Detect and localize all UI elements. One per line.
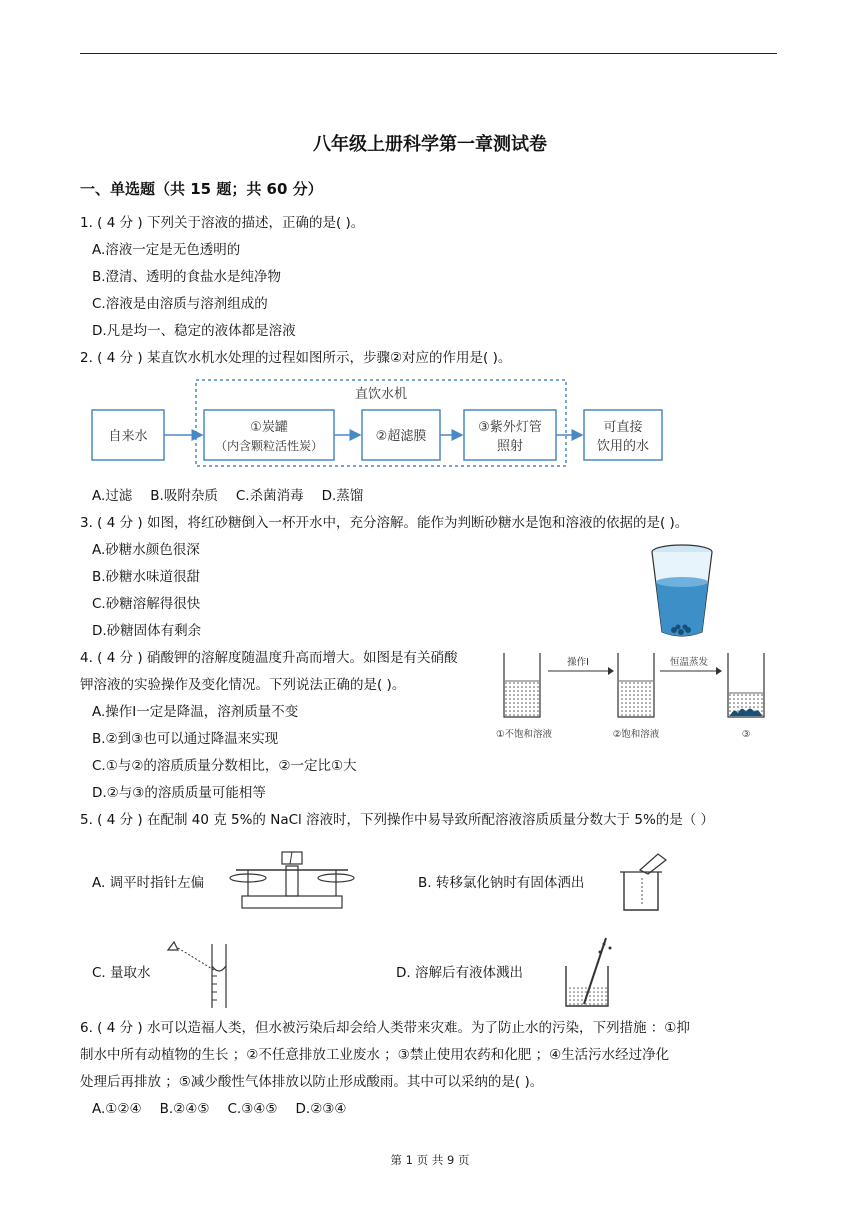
diagram-box-membrane-text: ②超滤膜 (375, 429, 427, 444)
question-5-stem: 5. ( 4 分 ) 在配制 40 克 5%的 NaCl 溶液时，下列操作中易导致所配溶液溶质质量分数大于 5%的是（ ） (80, 812, 715, 828)
question-2-option-d[interactable]: D.蒸馏 (321, 488, 364, 504)
question-2-option-c[interactable]: C.杀菌消毒 (235, 488, 304, 504)
question-4-option-b[interactable]: B.②到③也可以通过降温来实现 (92, 731, 279, 747)
header-rule (80, 53, 777, 54)
question-5-option-b[interactable]: B. 转移氯化钠时有固体洒出 (418, 875, 585, 891)
diagram-box-output-text-2: 饮用的水 (596, 439, 650, 454)
question-5-option-d[interactable]: D. 溶解后有液体溅出 (396, 965, 523, 981)
question-4-stem-line-1: 4. ( 4 分 ) 硝酸钾的溶解度随温度升高而增大。如图是有关硝酸 (80, 650, 458, 666)
diagram-beaker-2-label: ②饱和溶液 (612, 729, 660, 740)
question-6-line-1: 6. ( 4 分 ) 水可以造福人类，但水被污染后却会给人类带来灾难。为了防止水的污染，下列措施 ：①抑 (80, 1020, 690, 1036)
question-2-options (92, 486, 381, 506)
question-6-line-2: 制水中所有动植物的生长 ；②不任意排放工业废水 ；③禁止使用农药和化肥 ；④生活污水经过净化 (80, 1047, 670, 1063)
diagram-box-output-text-1: 可直接 (603, 420, 643, 435)
diagram-box-uv-text-1: ③紫外灯管 (478, 420, 542, 435)
beaker-stir-illustration (560, 934, 620, 1010)
question-4-option-d[interactable]: D.②与③的溶质质量可能相等 (92, 785, 266, 801)
question-4-option-a[interactable]: A.操作Ⅰ一定是降温，溶剂质量不变 (92, 704, 299, 720)
question-1-option-b[interactable]: B.澄清、透明的食盐水是纯净物 (92, 269, 282, 285)
question-4-option-c[interactable]: C.①与②的溶质质量分数相比，②一定比①大 (92, 758, 357, 774)
water-machine-diagram (88, 376, 670, 470)
question-1-stem: 1. ( 4 分 ) 下列关于溶液的描述，正确的是( )。 (80, 215, 365, 231)
diagram-beaker-1-label: ①不饱和溶液 (496, 729, 553, 740)
diagram-beaker-3-label: ③ (741, 729, 751, 740)
question-3-option-b[interactable]: B.砂糖水味道很甜 (92, 569, 201, 585)
question-3-option-c[interactable]: C.砂糖溶解得很快 (92, 596, 201, 612)
question-6-option-b[interactable]: B.②④⑤ (159, 1101, 210, 1117)
question-2-option-b[interactable]: B.吸附杂质 (150, 488, 218, 504)
section-heading: 一、单选题（共 15 题；共 60 分） (80, 180, 323, 198)
potassium-nitrate-diagram (496, 645, 772, 745)
question-2-option-a[interactable]: A.过滤 (92, 488, 133, 504)
question-2-stem: 2. ( 4 分 ) 某直饮水机水处理的过程如图所示，步骤②对应的作用是( )。 (80, 350, 512, 366)
question-5-option-a[interactable]: A. 调平时指针左偏 (92, 875, 205, 891)
diagram-frame-label: 直饮水机 (354, 387, 408, 402)
question-6-option-d[interactable]: D.②③④ (295, 1101, 347, 1117)
question-3-option-a[interactable]: A.砂糖水颜色很深 (92, 542, 200, 558)
question-3-option-d[interactable]: D.砂糖固体有剩余 (92, 623, 202, 639)
sugar-cup-illustration (644, 542, 720, 642)
diagram-box-tap-water-text: 自来水 (108, 429, 148, 444)
page-title: 八年级上册科学第一章测试卷 (313, 134, 547, 155)
question-5-option-c[interactable]: C. 量取水 (92, 965, 151, 981)
question-6-options (92, 1099, 365, 1119)
beaker-2 (618, 653, 654, 717)
diagram-box-uv-text-2: 照射 (496, 439, 524, 454)
question-6-option-c[interactable]: C.③④⑤ (227, 1101, 278, 1117)
question-4-stem-line-2: 钾溶液的实验操作及变化情况。下列说法正确的是( )。 (80, 677, 406, 693)
beaker-3 (728, 653, 764, 717)
question-1-option-a[interactable]: A.溶液一定是无色透明的 (92, 242, 241, 258)
cylinder-reading-illustration (164, 936, 244, 1012)
question-1-option-c[interactable]: C.溶液是由溶质与溶剂组成的 (92, 296, 268, 312)
question-6-line-3: 处理后再排放 ；⑤减少酸性气体排放以防止形成酸雨。其中可以采纳的是( )。 (80, 1074, 544, 1090)
page-footer: 第 1 页 共 9 页 (390, 1153, 470, 1167)
diagram-op1-label: 操作Ⅰ (567, 657, 589, 668)
diagram-box-carbon-text-2: （内含颗粒活性炭） (214, 439, 324, 453)
diagram-box-carbon-text-1: ①炭罐 (250, 420, 288, 435)
beaker-1 (504, 653, 540, 717)
diagram-op2-label: 恒温蒸发 (669, 657, 709, 668)
question-3-stem: 3. ( 4 分 ) 如图，将红砂糖倒入一杯开水中，充分溶解。能作为判断砂糖水是饱和溶液的依据的是( )。 (80, 515, 689, 531)
question-6-option-a[interactable]: A.①②④ (92, 1101, 142, 1117)
balance-scale-illustration (226, 846, 358, 912)
beaker-pour-illustration (618, 850, 674, 914)
question-1-option-d[interactable]: D.凡是均一、稳定的液体都是溶液 (92, 323, 296, 339)
